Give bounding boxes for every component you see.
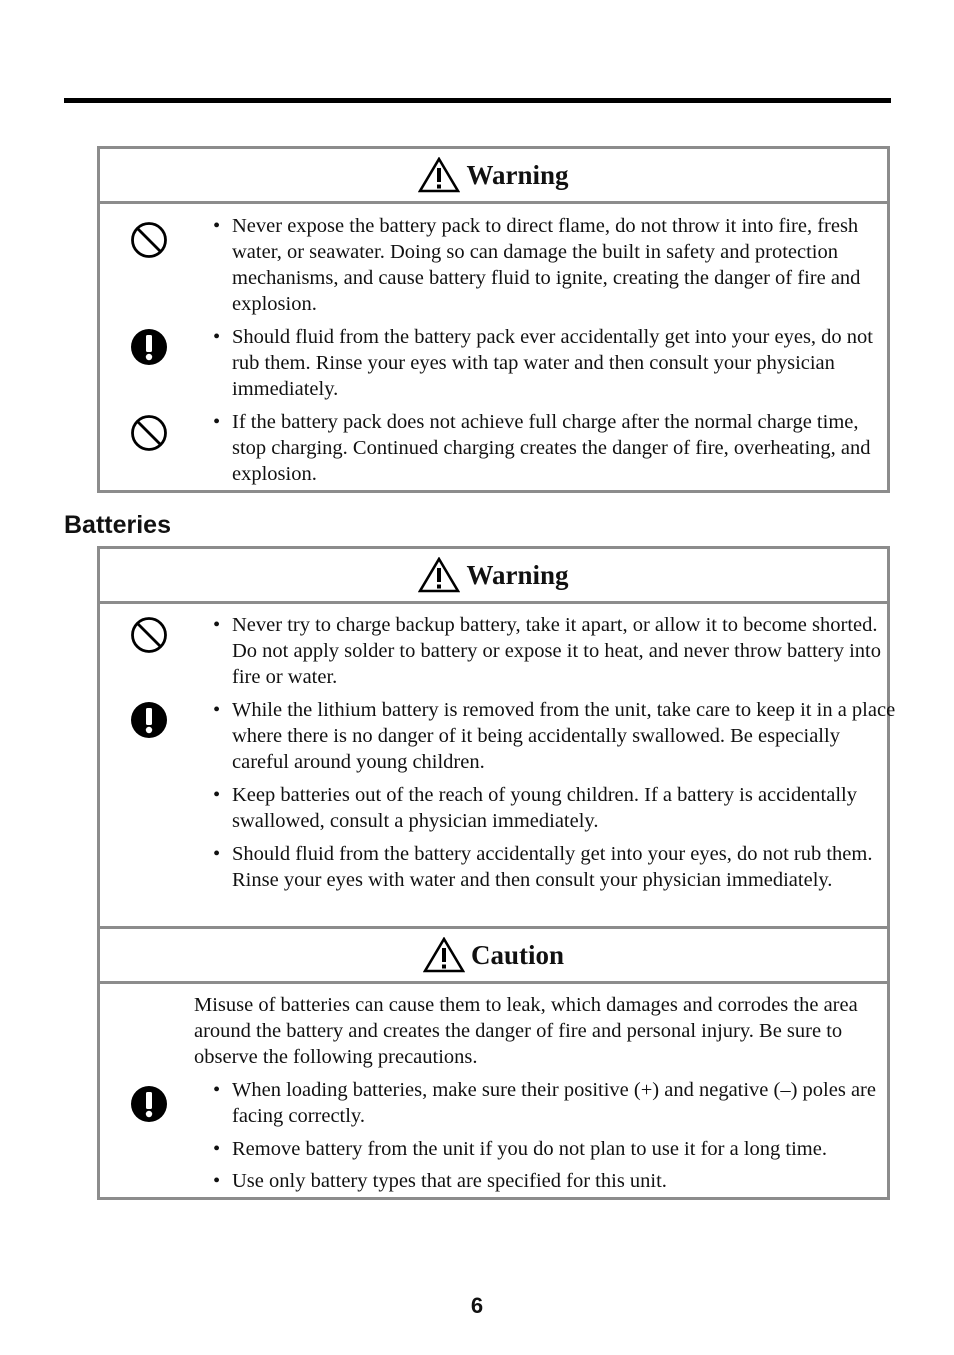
list-item [213, 213, 897, 317]
top-rule [64, 98, 891, 103]
list-item [213, 841, 897, 893]
bullet: • [213, 843, 221, 865]
bullet: • [213, 411, 221, 433]
bullet: • [213, 1170, 221, 1192]
page-number: 6 [470, 1293, 484, 1318]
warning-header [100, 549, 887, 604]
list-item [213, 324, 897, 402]
list-item [213, 1136, 897, 1162]
caution-box-batteries [97, 926, 890, 1200]
warning-box-batteries [97, 546, 896, 932]
list-item-text: Remove battery from the unit if you do not plan to use it for a long time. [232, 1138, 827, 1160]
list-item [213, 1077, 897, 1129]
bullet: • [213, 614, 221, 636]
list-item-text: While the lithium battery is removed from the unit, take care to keep it in a place where there is no danger of it being accidentally swallowed. Be especially careful around young children. [232, 699, 896, 773]
section-title: Batteries [64, 511, 171, 539]
list-item-text: When loading batteries, make sure their positive (+) and negative (–) poles are facing correctly. [232, 1079, 876, 1127]
warning-triangle-icon [423, 937, 465, 973]
exclamation-icon [130, 701, 168, 739]
list-item [213, 697, 897, 775]
prohibited-icon [130, 414, 168, 452]
prohibited-icon [130, 221, 168, 259]
warning-box-battery-pack [97, 146, 890, 493]
prohibited-icon [130, 616, 168, 654]
warning-header [100, 149, 887, 204]
list-item-text: Keep batteries out of the reach of young children. If a battery is accidentally swallowed, consult a physician immediately. [232, 784, 857, 832]
list-item [213, 409, 897, 487]
list-item [213, 1168, 897, 1194]
warning-triangle-icon [418, 157, 460, 193]
list-item-text: Use only battery types that are specified for this unit. [232, 1170, 667, 1192]
list-item-text: If the battery pack does not achieve full charge after the normal charge time, stop charging. Continued charging creates the danger of fire, overheating, and explosion. [232, 411, 871, 485]
list-item-text: Should fluid from the battery accidentally get into your eyes, do not rub them. Rinse your eyes with water and then consult your physician immediately. [232, 843, 873, 891]
bullet: • [213, 699, 221, 721]
bullet: • [213, 215, 221, 237]
bullet: • [213, 1138, 221, 1160]
exclamation-icon [130, 1085, 168, 1123]
list-item-text: Never try to charge backup battery, take it apart, or allow it to become shorted. Do not apply solder to battery or expose it to heat, and never throw battery into fire or water. [232, 614, 881, 688]
list-item-text: Never expose the battery pack to direct flame, do not throw it into fire, fresh water, or seawater. Doing so can damage the built in safety and protection mechanisms, and cause battery fluid to ignite, creating the danger of fire and explosion. [232, 215, 861, 315]
bullet: • [213, 1079, 221, 1101]
list-item-text: Should fluid from the battery pack ever accidentally get into your eyes, do not rub them. Rinse your eyes with tap water and then consult your physician immediately. [232, 326, 874, 400]
list-item [213, 782, 897, 834]
warning-title: Warning [466, 559, 569, 590]
caution-title: Caution [470, 939, 565, 970]
bullet: • [213, 326, 221, 348]
bullet: • [213, 784, 221, 806]
caution-header [100, 926, 887, 984]
exclamation-icon [130, 328, 168, 366]
warning-title: Warning [466, 159, 569, 190]
caution-intro: Misuse of batteries can cause them to leak, which damages and corrodes the area around the battery and creates the danger of fire and personal injury. Be sure to observe the following precautions. [194, 994, 858, 1068]
list-item [213, 612, 897, 690]
warning-triangle-icon [418, 557, 460, 593]
